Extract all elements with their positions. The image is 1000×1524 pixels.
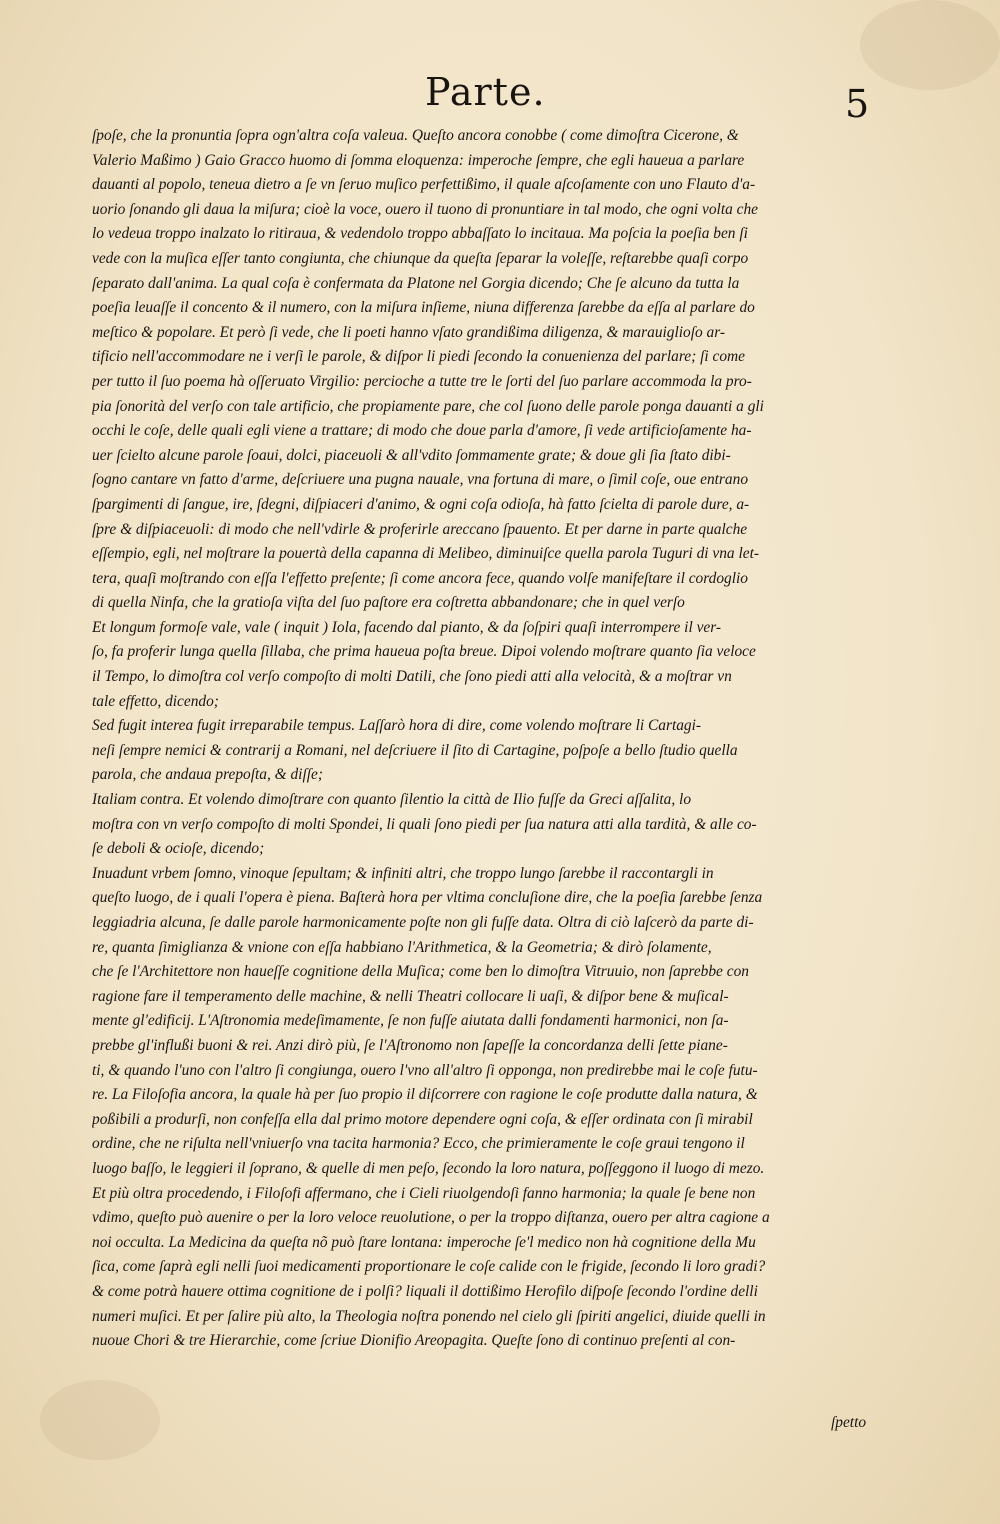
text-line: ordine, che ne riſulta nell'vniuerſo vna tacita harmonia? Ecco, che primieramente le coſe graui tengono il — [92, 1135, 745, 1153]
text-line: ſo, fa proferir lunga quella ſillaba, che prima haueua poſta breue. Dipoi volendo moſtrare quanto ſia veloce — [92, 643, 756, 661]
text-line: ſe deboli & ocioſe, dicendo; — [92, 840, 265, 858]
text-line: meſtico & popolare. Et però ſi vede, che li poeti hanno vſato grandißima diligenza, & marauiglioſo ar- — [92, 323, 726, 341]
text-line: per tutto il ſuo poema hà oſſeruato Virgilio: percioche a tutte tre le ſorti del ſuo parlare accommoda la pro- — [92, 372, 752, 390]
text-line: uorio ſonando gli daua la miſura; cioè la voce, ouero il tuono di pronuntiare in tal modo, che ogni volta che — [92, 200, 758, 218]
text-line: ti, & quando l'uno con l'altro ſi congiunga, ouero l'vno all'altro ſi opponga, non predirebbe mai le coſe futu- — [92, 1061, 758, 1079]
text-line: dauanti al popolo, teneua dietro a ſe vn ſeruo muſico perfettißimo, il quale aſcoſamente con uno Flauto d'a- — [92, 176, 756, 194]
text-line: tificio nell'accommodare ne i verſi le parole, & diſpor li piedi ſecondo la conuenienza del parlare; ſi come — [92, 348, 745, 366]
text-line: nuoue Chori & tre Hierarchie, come ſcriue Dionifio Areopagita. Queſte ſono di continuo preſenti al con- — [92, 1332, 736, 1350]
page-title: Parte. — [425, 70, 546, 114]
text-line: queſto luogo, de i quali l'opera è piena. Baſterà hora per vltima concluſione dire, che la poeſia ſarebbe ſenza — [92, 889, 763, 907]
text-line: leggiadria alcuna, ſe dalle parole harmonicamente poſte non gli fuſſe data. Oltra di ciò laſcerò da parte di- — [92, 914, 754, 931]
text-line: ſpre & diſpiaceuoli: di modo che nell'vdirle & proferirle areccano ſpauento. Et per darne in parte qualche — [92, 520, 748, 538]
body-text — [92, 124, 882, 1354]
text-line: Valerio Maßimo ) Gaio Gracco huomo di ſomma eloquenza: imperoche ſempre, che egli haueua a parlare — [92, 151, 745, 169]
text-line: ſica, come ſaprà egli nelli ſuoi medicamenti proportionare le coſe calide con le frigide, ſecondo li loro gradi? — [92, 1258, 766, 1276]
text-line: poßibili a produrſi, non confeſſa ella dal primo motore dependere ogni coſa, & eſſer ordinata con ſi mirabil — [92, 1110, 753, 1128]
text-line: tera, quaſi moſtrando con eſſa l'effetto preſente; ſi come ancora fece, quando volſe manifeſtare il cordoglio — [92, 569, 748, 587]
text-line: ſogno cantare vn fatto d'arme, deſcriuere una pugna nauale, vna fortuna di mare, o ſimil coſe, oue entrano — [92, 471, 749, 489]
text-line: lo vedeua troppo inalzato lo ritiraua, & vedendolo troppo abbaſſato lo incitaua. Ma poſcia la poeſia ben ſi — [92, 225, 748, 243]
text-line: Et più oltra procedendo, i Filoſofi affermano, che i Cieli riuolgendoſi fanno harmonia; la quale ſe bene non — [92, 1184, 756, 1202]
text-line: noi occulta. La Medicina da queſta nõ può ſtare lontana: imperoche ſe'l medico non hà cognitione della Mu — [92, 1233, 756, 1251]
text-line: il Tempo, lo dimoſtra col verſo compoſto di molti Datili, che ſono piedi atti alla velocità, & a moſtrar vn — [92, 668, 732, 686]
text-line: pia ſonorità del verſo con tale artificio, che propiamente pare, che col ſuono delle parole ponga dauanti a gli — [92, 397, 764, 415]
text-line: poeſia leuaſſe il concento & il numero, con la miſura inſieme, niuna differenza ſarebbe da eſſa al parlare do — [92, 299, 755, 317]
text-line: uer ſcielto alcune parole ſoaui, dolci, piaceuoli & all'vdito ſommamente grate; & doue gli ſia ſtato dibi- — [92, 446, 731, 464]
running-head — [0, 62, 1000, 126]
text-line: numeri muſici. Et per ſalire più alto, la Theologia noſtra ponendo nel cielo gli ſpiriti angelici, diuide quelli in — [92, 1307, 766, 1325]
text-line: Sed fugit interea fugit irreparabile tempus. Laſſarò hora di dire, come volendo moſtrare li Cartagi- — [92, 717, 702, 735]
text-line: luogo baſſo, le leggieri il ſoprano, & quelle di men peſo, ſecondo la loro natura, poſſeggono il luogo di mezo. — [92, 1159, 765, 1177]
page-number: 5 — [845, 82, 870, 126]
text-line: occhi le coſe, delle quali egli viene a trattare; di modo che doue parla d'amore, ſi vede artificioſamente ha- — [92, 422, 752, 440]
text-line: Inuadunt vrbem ſomno, vinoque ſepultam; & infiniti altri, che troppo lungo ſarebbe il raccontargli in — [92, 864, 714, 882]
text-line: ſpargimenti di ſangue, ire, ſdegni, diſpiaceri d'animo, & ogni coſa odioſa, hà fatto ſcielta di parole dure, a- — [92, 495, 750, 513]
text-line: re, quanta ſimiglianza & vnione con eſſa habbiano l'Arithmetica, & la Geometria; & dirò ſolamente, — [92, 938, 712, 956]
text-line: eſſempio, egli, nel moſtrare la pouertà della capanna di Melibeo, diminuiſce quella parola Tuguri di vna let- — [92, 545, 759, 563]
text-line: di quella Ninfa, che la gratioſa viſta del ſuo paſtore era coſtretta abbandonare; che in quel verſo — [92, 594, 685, 612]
text-line: prebbe gl'influßi buoni & rei. Anzi dirò più, ſe l'Aſtronomo non ſapeſſe la concordanza delli ſette piane- — [92, 1036, 728, 1054]
text-line: vdimo, queſto può auenire o per la loro veloce reuolutione, o per la troppo diſtanza, ouero per altra cagione a — [92, 1209, 770, 1227]
text-line: neſi ſempre nemici & contrarij a Romani, nel deſcriuere il ſito di Cartagine, poſpoſe a bello ſtudio quella — [92, 741, 738, 759]
text-line: ſpoſe, che la pronuntia ſopra ogn'altra coſa valeua. Queſto ancora conobbe ( come dimoſtra Cicerone, & — [92, 127, 739, 144]
text-line: & come potrà hauere ottima cognitione de i polſi? liquali il dottißimo Herofilo diſpoſe ſecondo l'ordine delli — [92, 1282, 758, 1300]
paper-stain — [40, 1380, 160, 1460]
text-line: moſtra con vn verſo compoſto di molti Spondei, li quali ſono piedi per ſua natura atti alla tardità, & alle co- — [92, 815, 757, 833]
text-line: ragione fare il temperamento delle machine, & nelli Theatri collocare li uaſi, & diſpor bene & muſical- — [92, 987, 729, 1005]
text-line: che ſe l'Architettore non haueſſe cognitione della Muſica; come ben lo dimoſtra Vitruuio, non ſaprebbe con — [92, 963, 749, 981]
text-line: parola, che andaua prepoſta, & diſſe; — [92, 766, 323, 784]
text-line: Italiam contra. Et volendo dimoſtrare con quanto ſilentio la città de Ilio fuſſe da Greci aſſalita, lo — [92, 791, 692, 809]
text-line: vede con la muſica eſſer tanto congiunta, che chiunque da queſta ſeparar la voleſſe, reſtarebbe quaſi corpo — [92, 249, 749, 267]
text-line: mente gl'edificij. L'Aſtronomia medeſimamente, ſe non fuſſe aiutata dalli fondamenti harmonici, non ſa- — [92, 1012, 729, 1030]
catchword: ſpetto — [831, 1414, 867, 1431]
text-line: re. La Filoſofia ancora, la quale hà per ſuo propio il diſcorrere con ragione le coſe produtte dalla natura, & — [92, 1086, 758, 1104]
text-line: Et longum formoſe vale, vale ( inquit ) Iola, facendo dal pianto, & da ſoſpiri quaſi interrompere il ver- — [92, 618, 722, 636]
text-line: ſeparato dall'anima. La qual coſa è confermata da Platone nel Gorgia dicendo; Che ſe alcuno da tutta la — [92, 274, 740, 292]
text-line: tale effetto, dicendo; — [92, 692, 219, 710]
